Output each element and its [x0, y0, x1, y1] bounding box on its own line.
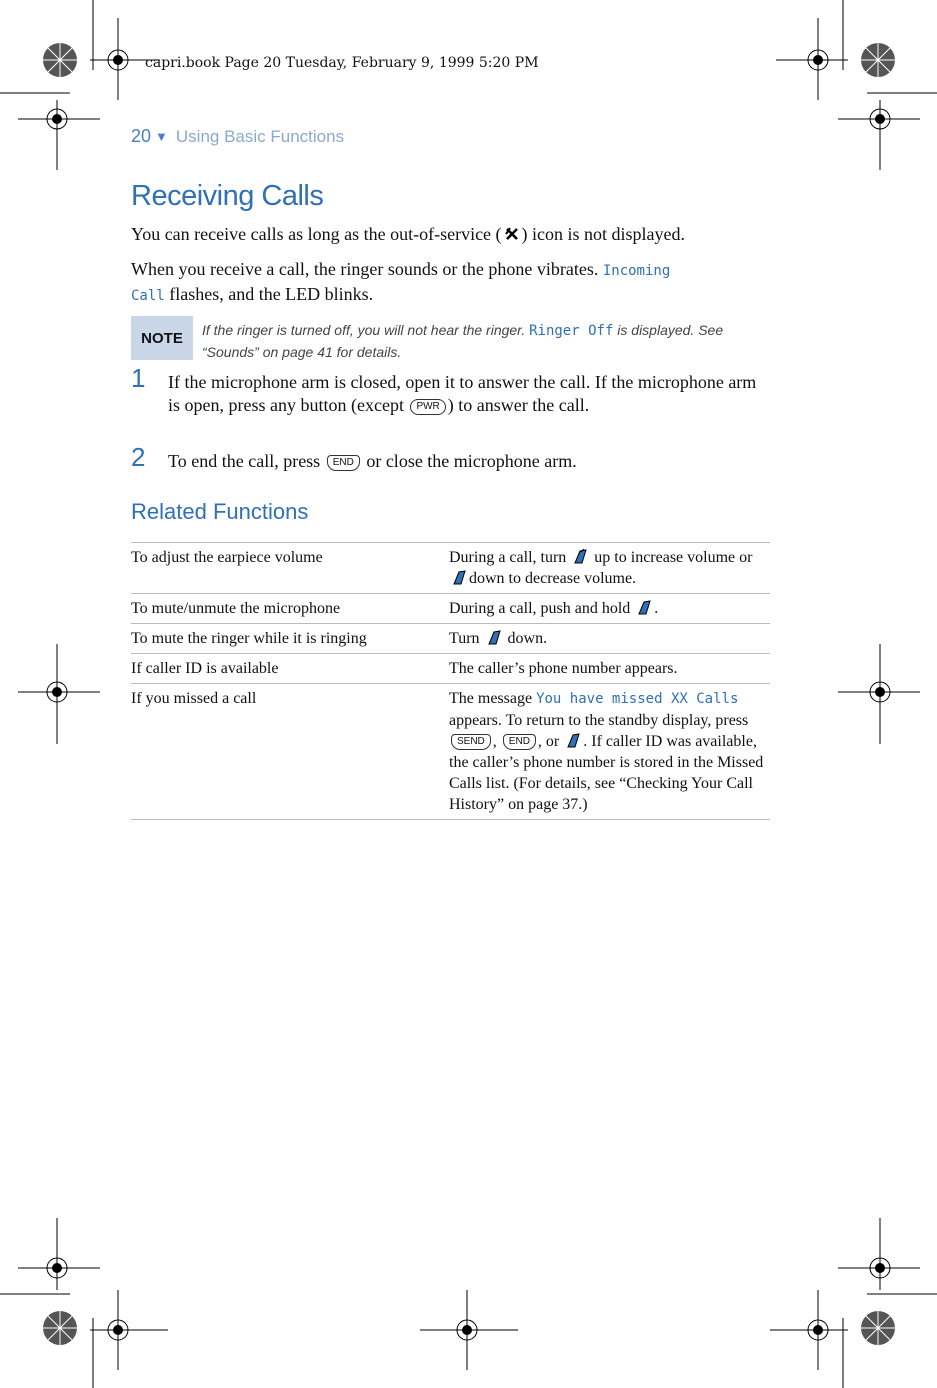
display-text-missed-calls: You have missed XX Calls	[536, 691, 739, 707]
table-row	[131, 594, 770, 624]
section-heading: Related Functions	[131, 499, 309, 524]
step-2: 2 To end the call, press END or close the microphone arm.	[131, 442, 577, 472]
action-cell: If caller ID is available	[131, 654, 449, 684]
step-number: 2	[131, 442, 146, 472]
jog-dial-icon	[636, 598, 652, 616]
page-number: 20	[131, 126, 152, 146]
jog-dial-icon	[451, 568, 467, 586]
send-key-icon: SEND	[451, 734, 491, 750]
action-cell: To adjust the earpiece volume	[131, 543, 449, 594]
table-row	[131, 624, 770, 654]
print-header: capri.book Page 20 Tuesday, February 9, 1999 5:20 PM	[145, 55, 539, 71]
page-title: Receiving Calls	[131, 180, 324, 212]
jog-dial-icon	[572, 547, 588, 565]
table-row	[131, 543, 770, 594]
running-header	[131, 126, 344, 147]
action-cell: If you missed a call	[131, 684, 449, 820]
description-cell: During a call, turn up to increase volume or down to decrease volume.	[449, 543, 770, 594]
step-number: 1	[131, 363, 146, 393]
jog-dial-icon	[565, 731, 581, 749]
step-1: 1 If the microphone arm is closed, open it to answer the call. If the microphone arm is open, press any button (except PWR ) to answer the call.	[131, 363, 757, 415]
display-text-call: Call	[131, 288, 165, 304]
related-functions-table	[131, 542, 770, 820]
out-of-service-icon	[504, 225, 520, 243]
description-cell: The message You have missed XX Calls appears. To return to the standby display, press SEND , END , or . If caller ID was available, the caller’s phone number is stored in the Missed Calls list. (For details, see “Checking Your Call History” on page 37.)	[449, 684, 770, 820]
action-cell: To mute/unmute the microphone	[131, 594, 449, 624]
paragraph-out-of-service: You can receive calls as long as the out-of-service ( ) icon is not displayed.	[131, 224, 686, 244]
description-cell: Turn down.	[449, 624, 770, 654]
description-cell: During a call, push and hold .	[449, 594, 770, 624]
display-text-incoming: Incoming	[602, 263, 671, 279]
jog-dial-icon	[486, 628, 502, 646]
description-cell: The caller’s phone number appears.	[449, 654, 770, 684]
paragraph-incoming-call: When you receive a call, the ringer sounds or the phone vibrates. Incoming Call flashes, and the LED blinks.	[131, 259, 671, 304]
table-row	[131, 654, 770, 684]
table-row	[131, 684, 770, 820]
note-label: NOTE	[131, 316, 193, 360]
section-name: Using Basic Functions	[175, 127, 345, 146]
note-text: If the ringer is turned off, you will not hear the ringer. Ringer Off is displayed. See “Sounds” on page 41 for details.	[202, 322, 724, 360]
end-key-icon: END	[503, 734, 536, 750]
pwr-key-icon: PWR	[410, 399, 445, 415]
display-text-ringer-off: Ringer Off	[529, 323, 614, 339]
end-key-icon: END	[327, 455, 360, 471]
triangle-down-icon: ▼	[155, 129, 168, 144]
action-cell: To mute the ringer while it is ringing	[131, 624, 449, 654]
